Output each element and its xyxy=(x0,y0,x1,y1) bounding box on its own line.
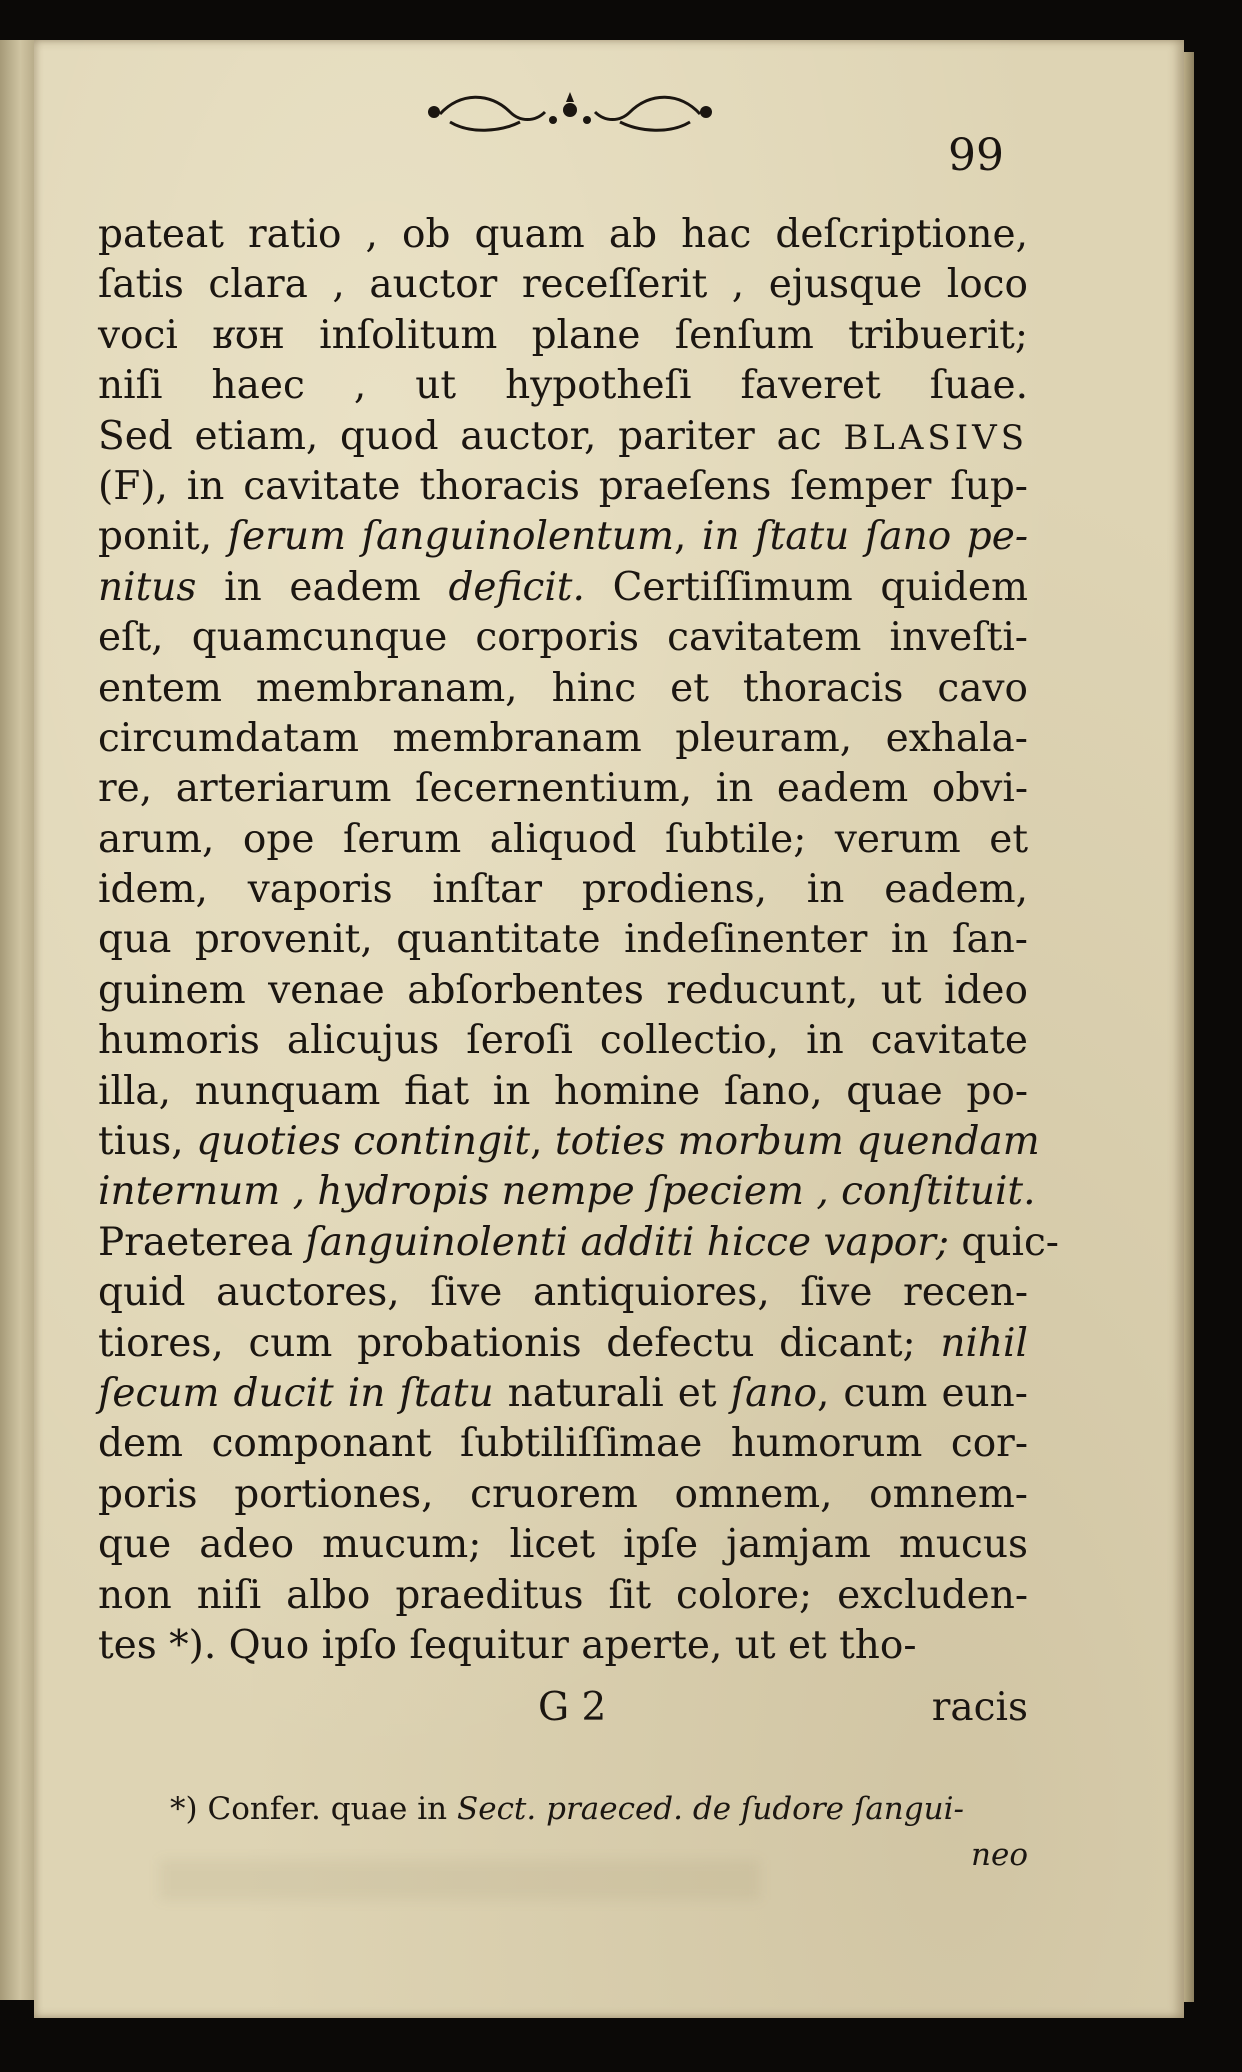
text-run: in ſtatu ſano pe- xyxy=(701,514,1028,560)
text-line xyxy=(98,1268,1028,1318)
footnote-text: Confer. quae in xyxy=(207,1791,457,1827)
page-number: 99 xyxy=(948,130,1004,181)
text-run: arum, ope ſerum aliquod ſubtile; verum et xyxy=(98,816,1028,862)
text-line xyxy=(98,1520,1028,1570)
text-line xyxy=(98,311,1028,361)
text-run: entem membranam, hinc et thoracis cavo xyxy=(98,665,1028,711)
text-run: , cum eun- xyxy=(816,1370,1028,1416)
text-run: tiores, cum probationis defectu dicant; xyxy=(98,1320,941,1366)
text-run: que adeo mucum; licet ipſe jamjam mucus xyxy=(98,1522,1028,1568)
text-run: Sed etiam, quod auctor, pariter ac xyxy=(98,413,844,459)
text-run: voci ʁʊʜ inſolitum plane ſenſum tribuerit; xyxy=(98,312,1028,358)
text-run: tes *). Quo ipſo ſequitur aperte, ut et tho- xyxy=(98,1622,917,1668)
text-line xyxy=(98,210,1028,260)
adjacent-page-edge xyxy=(0,40,34,2000)
text-line xyxy=(98,966,1028,1016)
text-run: naturali et xyxy=(493,1370,731,1416)
text-line xyxy=(98,512,1028,562)
text-line xyxy=(98,1470,1028,1520)
text-run: quic- xyxy=(948,1219,1059,1265)
text-run: tius, xyxy=(98,1119,197,1165)
text-run: ſecum ducit in ſtatu xyxy=(98,1370,494,1416)
page-stack-edge xyxy=(1184,52,1194,2002)
footnote xyxy=(170,1786,1028,1878)
text-run: eſt, quamcunque corporis cavitatem inveſti- xyxy=(98,615,1028,661)
footnote-line xyxy=(170,1786,1028,1832)
text-line xyxy=(98,1369,1028,1419)
text-line xyxy=(98,412,1028,462)
text-run: poris portiones, cruorem omnem, omnem- xyxy=(98,1471,1028,1517)
text-line xyxy=(98,1319,1028,1369)
text-run: guinem venae abſorbentes reducunt, ut ideo xyxy=(98,967,1028,1013)
text-line xyxy=(98,915,1028,965)
text-run: internum , hydropis nempe ſpeciem , conſtituit. xyxy=(98,1169,1036,1215)
text-line xyxy=(98,1621,1028,1671)
text-run: re, arteriarum ſecernentium, in eadem obvi- xyxy=(98,766,1028,812)
text-run: illa, nunquam fiat in homine ſano, quae po- xyxy=(98,1068,1028,1114)
text-line xyxy=(98,1067,1028,1117)
text-run: idem, vaporis inſtar prodiens, in eadem, xyxy=(98,867,1028,913)
printer-ornament-icon xyxy=(420,82,720,142)
text-line xyxy=(98,714,1028,764)
text-run: BLASIVS xyxy=(843,417,1028,458)
footnote-marker: *) xyxy=(170,1791,198,1827)
text-line xyxy=(98,865,1028,915)
text-line xyxy=(98,1218,1059,1268)
text-line xyxy=(98,1167,1036,1217)
text-run: Praeterea xyxy=(98,1219,306,1265)
text-run: non niſi albo praeditus ſit colore; excluden- xyxy=(98,1572,1028,1618)
text-run: ſanguinolenti additi hicce vapor; xyxy=(305,1219,949,1265)
text-line xyxy=(98,462,1028,512)
text-run: dem componant ſubtiliſſimae humorum cor- xyxy=(98,1421,1028,1467)
text-line xyxy=(98,563,1028,613)
text-run: niſi haec , ut hypotheſi faveret ſuae. xyxy=(98,363,1028,409)
footnote-italic-text: Sect. praeced. de ſudore ſangui- xyxy=(456,1791,964,1827)
text-line xyxy=(98,764,1028,814)
text-line xyxy=(98,1016,1028,1066)
text-run: humoris alicujus ſeroſi collectio, in cavitate xyxy=(98,1018,1028,1064)
text-line xyxy=(98,260,1028,310)
text-line xyxy=(98,1419,1028,1469)
text-run: ſerum ſanguinolentum xyxy=(227,514,674,560)
text-run: quoties contingit xyxy=(196,1119,531,1165)
text-line xyxy=(98,1117,1040,1167)
text-run: , xyxy=(673,514,702,560)
text-run: ſatis clara , auctor receſſerit , ejusque loco xyxy=(98,262,1028,308)
text-run: ponit, xyxy=(98,514,228,560)
text-run: pateat ratio , ob quam ab hac deſcriptione, xyxy=(98,212,1028,257)
text-run: in eadem xyxy=(196,564,449,610)
text-run: toties morbum quendam xyxy=(554,1119,1040,1165)
catchword: racis xyxy=(931,1685,1028,1730)
text-line xyxy=(98,664,1028,714)
signature-row xyxy=(98,1685,1028,1741)
text-run: qua provenit, quantitate indeſinenter in ſan- xyxy=(98,917,1028,963)
text-line xyxy=(98,613,1028,663)
text-run: nitus xyxy=(98,564,197,610)
text-run: Certiſſimum quidem xyxy=(584,564,1028,610)
signature-mark: G 2 xyxy=(538,1685,607,1730)
body-text xyxy=(98,210,1059,1671)
text-run: , xyxy=(530,1119,555,1165)
text-run: nihil xyxy=(940,1320,1028,1366)
text-run: quid auctores, ſive antiquiores, ſive recen- xyxy=(98,1270,1028,1316)
text-line xyxy=(98,815,1028,865)
text-run: ſano xyxy=(730,1370,817,1416)
footnote-continuation: neo xyxy=(971,1837,1028,1873)
text-run: (F), in cavitate thoracis praeſens ſemper ſup- xyxy=(98,463,1028,509)
text-line xyxy=(98,1571,1028,1621)
text-run: circumdatam membranam pleuram, exhala- xyxy=(98,715,1028,761)
text-run: deficit. xyxy=(448,564,585,610)
text-line xyxy=(98,361,1028,411)
